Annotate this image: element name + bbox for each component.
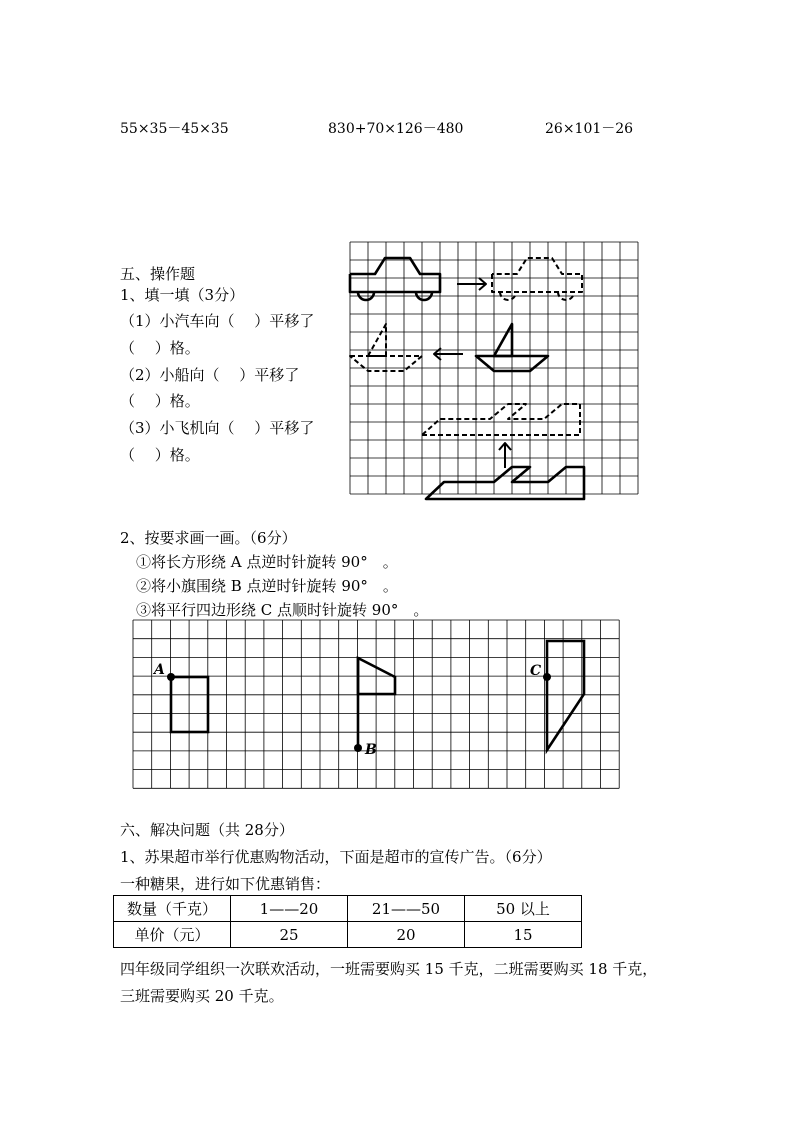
point-b-dot [354,744,362,752]
car-dashed-shape [492,258,582,300]
q1-line-2: （ ）格。 [120,339,200,357]
table-cell: 1——20 [231,896,348,922]
q2-item-2: ②将小旗围绕 B 点逆时针旋转 90° 。 [136,577,398,595]
table-cell: 20 [348,922,465,948]
arrow-up-icon [499,443,511,468]
problem-line-2: 三班需要购买 20 千克。 [120,987,284,1005]
point-b-label: B [365,742,377,758]
point-c-label: C [530,663,542,679]
car-shape [350,258,440,300]
q1-line-1: （1）小汽车向（ ）平移了 [120,312,315,330]
s6-q1-title: 1、苏果超市举行优惠购物活动，下面是超市的宣传广告。（6分） [120,848,552,866]
arrow-right-icon [457,278,486,290]
problem-line-1: 四年级同学组织一次联欢活动，一班需要购买 15 千克，二班需要购买 18 千克， [120,960,658,978]
plane-dashed-shape [422,404,580,435]
q1-line-4: （ ）格。 [120,392,200,410]
q2-item-3: ③将平行四边形绕 C 点顺时针旋转 90° 。 [136,601,429,619]
q2-title: 2、按要求画一画。（6分） [120,529,297,547]
s6-intro: 一种糖果，进行如下优惠销售： [120,875,331,893]
rectangle-shape [171,677,208,732]
q1-title: 1、填一填（3分） [120,286,245,304]
table-row [114,896,582,922]
table-row [114,922,582,948]
point-a-dot [167,673,175,681]
section-5-title: 五、操作题 [120,265,196,283]
table-row-header: 数量（千克） [114,896,231,922]
calc-expression-2: 830+70×126－480 [328,121,464,137]
translation-grid [350,242,638,494]
point-a-label: A [154,662,165,678]
table-cell: 50 以上 [465,896,582,922]
section-6-title: 六、解决问题（共 28分） [120,821,294,839]
table-cell: 15 [465,922,582,948]
table-row-header: 单价（元） [114,922,231,948]
rotation-grid-figure [133,620,621,790]
calc-expression-1: 55×35－45×35 [120,121,229,137]
q1-line-6: （ ）格。 [120,446,200,464]
price-table [113,895,582,948]
point-c-dot [543,673,551,681]
calc-expression-3: 26×101－26 [545,121,634,137]
table-cell: 25 [231,922,348,948]
q2-item-1: ①将长方形绕 A 点逆时针旋转 90° 。 [136,553,398,571]
translation-grid-figure [350,242,640,504]
q1-line-3: （2）小船向（ ）平移了 [120,366,300,384]
q1-line-5: （3）小飞机向（ ）平移了 [120,419,315,437]
table-cell: 21——50 [348,896,465,922]
